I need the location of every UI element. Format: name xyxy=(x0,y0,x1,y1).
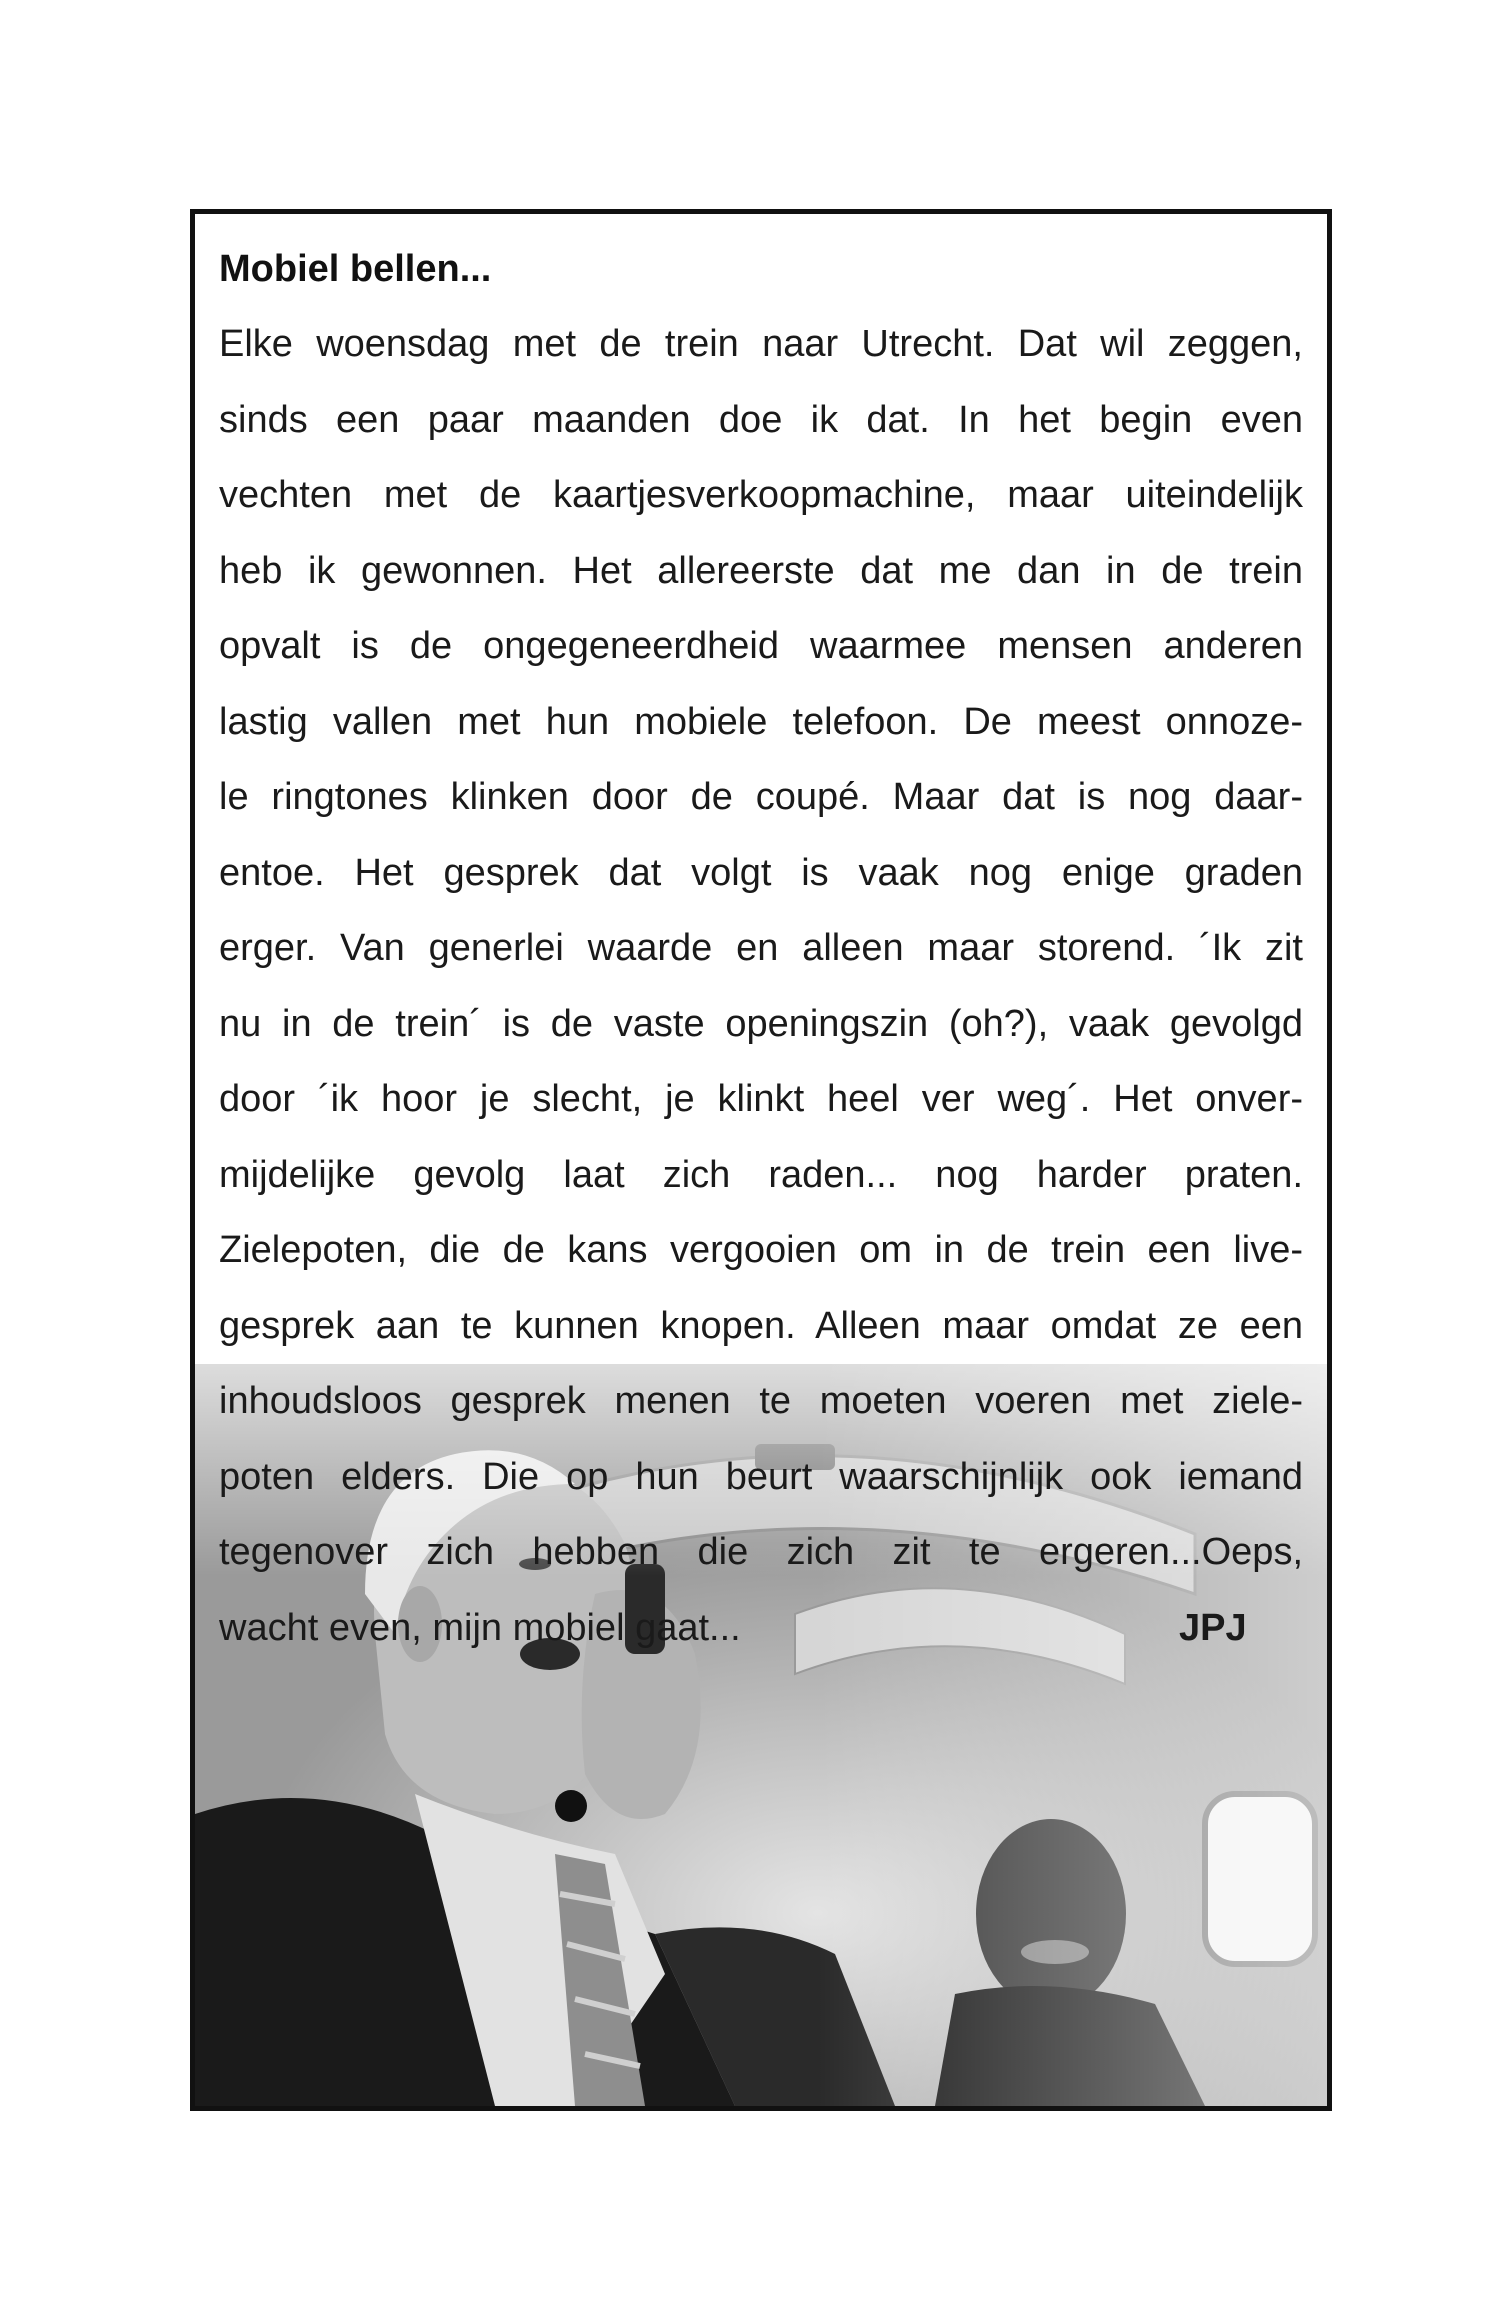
paragraph-line: mijdelijke gevolg laat zich raden... nog harder praten. xyxy=(219,1153,1303,1196)
paragraph-line: sinds een paar maanden doe ik dat. In het begin even xyxy=(219,398,1303,441)
paragraph-line: inhoudsloos gesprek menen te moeten voeren met ziele- xyxy=(219,1380,1303,1422)
paragraph-line: opvalt is de ongegeneerdheid waarmee mensen anderen xyxy=(219,625,1303,667)
paragraph-line: Zielepoten, die de kans vergooien om in de trein een live- xyxy=(219,1229,1303,1271)
article-box xyxy=(190,209,1332,2111)
closing-text: wacht even, mijn mobiel gaat... xyxy=(219,1606,741,1649)
paragraph-line: erger. Van generlei waarde en alleen maar storend. ´Ik zit xyxy=(219,927,1303,969)
paragraph-line: vechten met de kaartjesverkoopmachine, maar uiteindelijk xyxy=(219,474,1303,516)
author-signature: JPJ xyxy=(1179,1606,1247,1649)
article-text xyxy=(219,232,1303,1666)
paragraph-line: lastig vallen met hun mobiele telefoon. De meest onnoze- xyxy=(219,700,1303,743)
paragraph-line: nu in de trein´ is de vaste openingszin (oh?), vaak gevolgd xyxy=(219,1002,1303,1045)
paragraph-line: gesprek aan te kunnen knopen. Alleen maar omdat ze een xyxy=(219,1304,1303,1347)
paragraph-last-line xyxy=(219,1591,1303,1667)
paragraph-line: entoe. Het gesprek dat volgt is vaak nog enige graden xyxy=(219,851,1303,894)
paragraph-line: heb ik gewonnen. Het allereerste dat me dan in de trein xyxy=(219,549,1303,592)
paragraph-line: le ringtones klinken door de coupé. Maar dat is nog daar- xyxy=(219,776,1303,818)
paragraph-line: tegenover zich hebben die zich zit te ergeren...Oeps, xyxy=(219,1531,1303,1573)
article-title: Mobiel bellen... xyxy=(219,248,492,290)
paragraph-line: door ´ik hoor je slecht, je klinkt heel ver weg´. Het onver- xyxy=(219,1078,1303,1120)
paragraph-line: Elke woensdag met de trein naar Utrecht. Dat wil zeggen, xyxy=(219,323,1303,365)
paragraph-line: poten elders. Die op hun beurt waarschijnlijk ook iemand xyxy=(219,1455,1303,1498)
